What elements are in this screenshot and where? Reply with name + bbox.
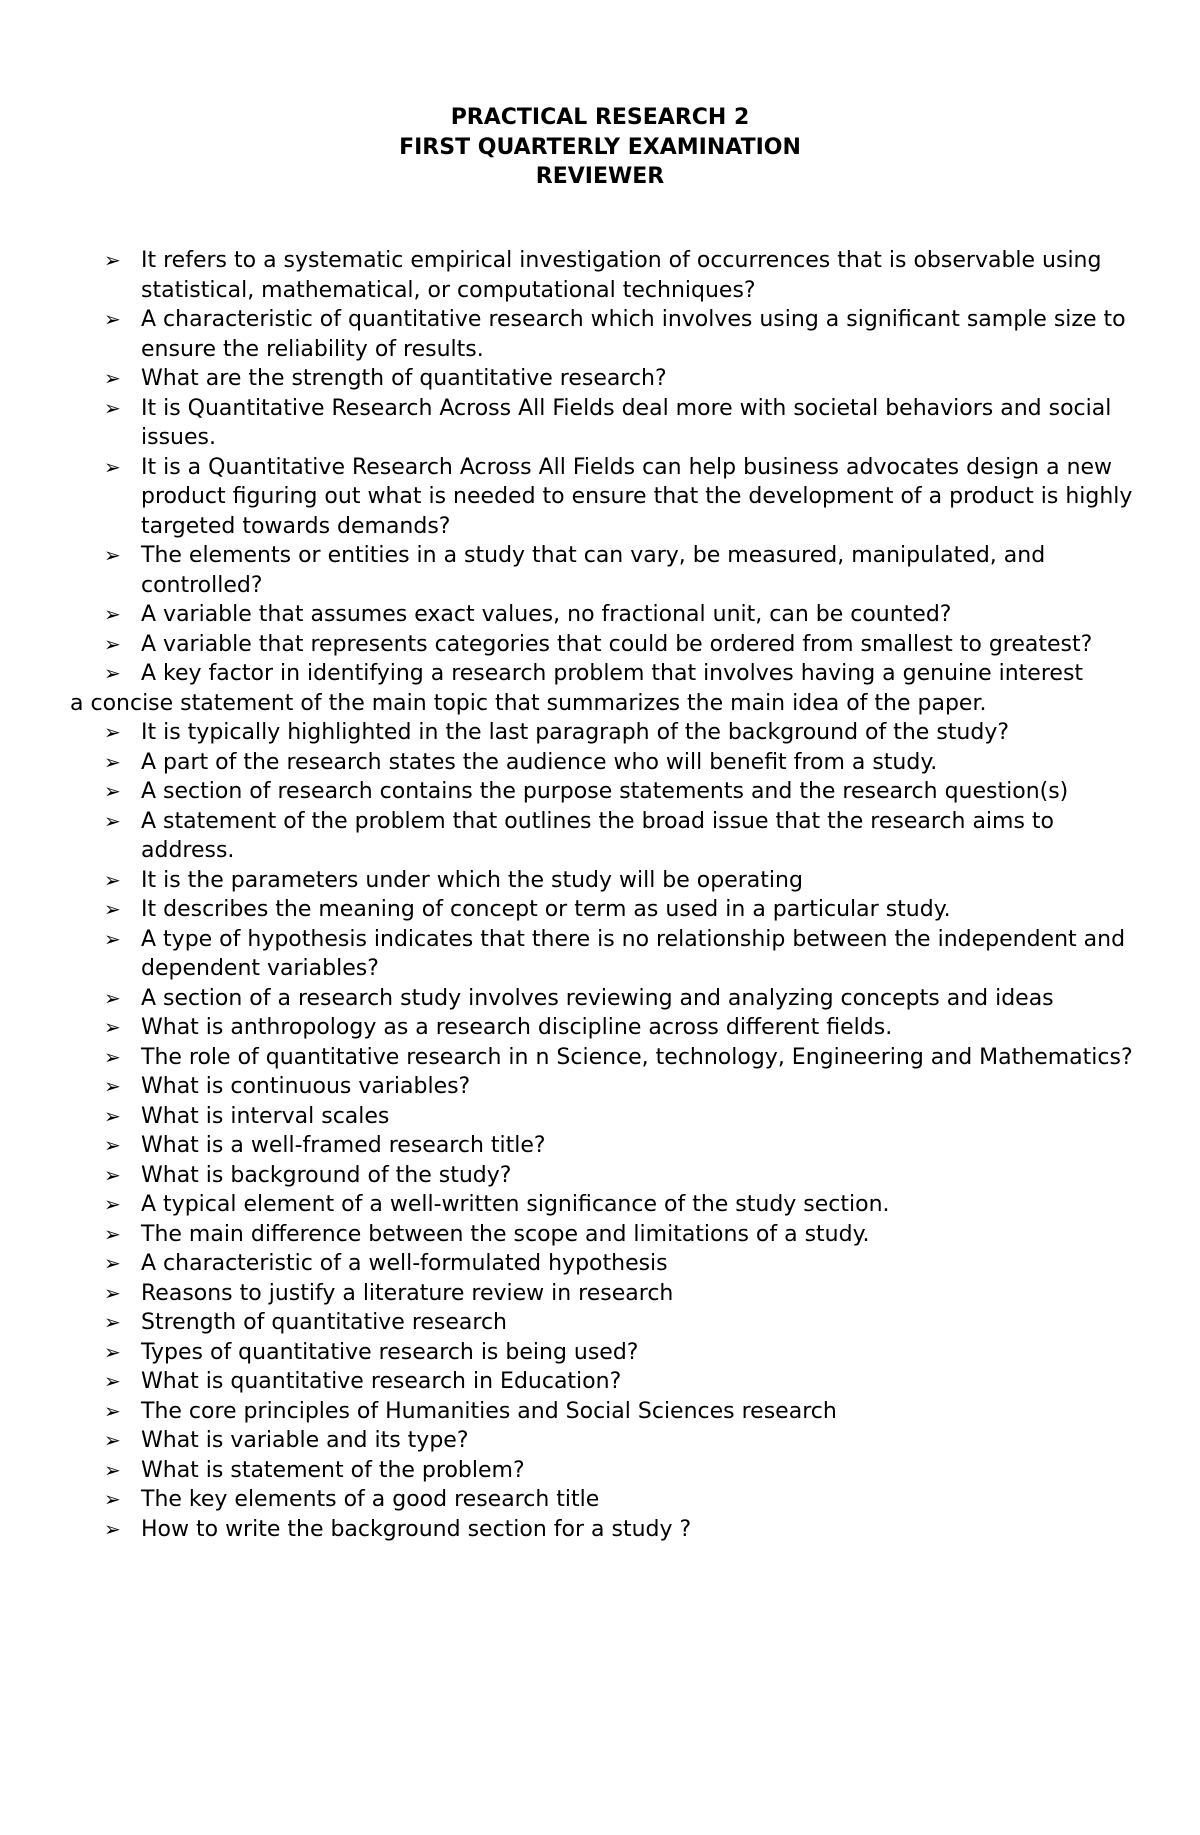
arrow-bullet-icon: ➢ — [104, 1133, 121, 1157]
list-item-text: What is anthropology as a research discipline across different fields. — [141, 1015, 893, 1040]
document-title: PRACTICAL RESEARCH 2 — [450, 105, 750, 130]
list-item-text: The elements or entities in a study that can vary, be measured, manipulated, and controlled? — [141, 543, 1046, 598]
arrow-bullet-icon: ➢ — [104, 1192, 121, 1216]
list-item — [0, 600, 1141, 630]
list-item-text: A characteristic of quantitative research which involves using a significant sample size to ensure the reliability of results. — [141, 307, 1126, 362]
list-item-text: What is background of the study? — [141, 1162, 512, 1188]
arrow-bullet-icon: ➢ — [104, 867, 121, 892]
arrow-bullet-icon: ➢ — [104, 631, 121, 656]
arrow-bullet-icon: ➢ — [104, 602, 121, 626]
arrow-bullet-icon: ➢ — [104, 395, 121, 420]
list-item — [0, 1456, 1141, 1486]
arrow-bullet-icon: ➢ — [104, 1044, 121, 1069]
list-item-text: What is statement of the problem? — [141, 1457, 525, 1483]
list-item — [0, 925, 1141, 984]
arrow-bullet-icon: ➢ — [104, 1221, 121, 1246]
arrow-bullet-icon: ➢ — [104, 1487, 121, 1511]
list-item — [0, 1426, 1141, 1456]
arrow-bullet-icon: ➢ — [104, 661, 121, 685]
list-item-text: The main difference between the scope and limitations of a study. — [141, 1221, 870, 1247]
list-item — [0, 1397, 1141, 1427]
list-item-text: It describes the meaning of concept or term as used in a particular study. — [141, 897, 951, 922]
arrow-bullet-icon: ➢ — [104, 926, 121, 951]
list-item-text: Strength of quantitative research — [141, 1310, 507, 1335]
list-item-text: A variable that assumes exact values, no fractional unit, can be counted? — [141, 602, 952, 627]
arrow-bullet-icon: ➢ — [104, 749, 121, 774]
arrow-bullet-icon: ➢ — [104, 808, 121, 833]
list-item — [0, 394, 1141, 453]
list-item-text: Reasons to justify a literature review in research — [141, 1280, 674, 1306]
list-item — [0, 305, 1141, 364]
list-item-text: It refers to a systematic empirical investigation of occurrences that is observable using statistical, mathematical, or computational techniques? — [141, 248, 1102, 303]
list-item — [0, 1102, 1141, 1132]
list-item-text: It is typically highlighted in the last paragraph of the background of the study? — [141, 720, 1010, 745]
arrow-bullet-icon: ➢ — [104, 1074, 121, 1098]
list-item — [0, 1279, 1141, 1309]
list-item-text: A section of research contains the purpose statements and the research question(s) — [141, 779, 1069, 804]
list-item — [0, 1072, 1141, 1102]
list-item-text: What is quantitative research in Education? — [141, 1369, 622, 1394]
list-item — [0, 1220, 1141, 1250]
list-item-text: What are the strength of quantitative research? — [141, 366, 667, 391]
arrow-bullet-icon: ➢ — [104, 985, 121, 1010]
list-item — [0, 1043, 1141, 1073]
list-item-text: What is interval scales — [141, 1103, 390, 1129]
list-item — [0, 895, 1141, 925]
arrow-bullet-icon: ➢ — [104, 1162, 121, 1187]
list-item — [0, 807, 1141, 866]
list-item-text: A part of the research states the audience who will benefit from a study. — [141, 749, 938, 775]
arrow-bullet-icon: ➢ — [104, 1310, 121, 1334]
list-item — [0, 718, 1141, 748]
list-item-text: The key elements of a good research title — [141, 1487, 600, 1512]
plain-text-line: a concise statement of the main topic that summarizes the main idea of the paper. — [70, 690, 987, 716]
arrow-bullet-icon: ➢ — [104, 1428, 121, 1452]
list-item-text: What is variable and its type? — [141, 1428, 469, 1453]
arrow-bullet-icon: ➢ — [104, 248, 121, 272]
list-item-text: A typical element of a well-written significance of the study section. — [141, 1192, 890, 1217]
list-item — [0, 866, 1141, 896]
arrow-bullet-icon: ➢ — [104, 454, 121, 479]
list-item — [0, 777, 1141, 807]
document-header — [0, 103, 1200, 192]
list-item — [0, 1338, 1141, 1368]
arrow-bullet-icon: ➢ — [104, 1398, 121, 1423]
arrow-bullet-icon: ➢ — [104, 1457, 121, 1482]
list-item-text: A statement of the problem that outlines the broad issue that the research aims to address. — [141, 808, 1055, 863]
list-item — [0, 1131, 1141, 1161]
list-item — [0, 748, 1141, 778]
arrow-bullet-icon: ➢ — [104, 1015, 121, 1039]
list-item-text: A characteristic of a well-formulated hypothesis — [141, 1251, 668, 1276]
list-item — [0, 1308, 1141, 1338]
list-item-text: A section of a research study involves reviewing and analyzing concepts and ideas — [141, 985, 1054, 1011]
document-subtitle-2: REVIEWER — [535, 164, 665, 189]
arrow-bullet-icon: ➢ — [104, 1369, 121, 1393]
arrow-bullet-icon: ➢ — [104, 1103, 121, 1128]
list-item — [0, 1515, 1141, 1545]
arrow-bullet-icon: ➢ — [104, 307, 121, 331]
list-item — [0, 659, 1141, 689]
arrow-bullet-icon: ➢ — [104, 1251, 121, 1275]
list-item — [0, 364, 1141, 394]
question-list-part-1 — [0, 246, 1200, 689]
list-item — [0, 541, 1141, 600]
arrow-bullet-icon: ➢ — [104, 897, 121, 921]
arrow-bullet-icon: ➢ — [104, 1339, 121, 1364]
arrow-bullet-icon: ➢ — [104, 1516, 121, 1541]
list-item-text: It is the parameters under which the study will be operating — [141, 867, 803, 893]
list-item — [0, 1161, 1141, 1191]
list-item-text: How to write the background section for a study ? — [141, 1516, 692, 1542]
reviewer-question-list — [0, 246, 1200, 1544]
list-item-text: The role of quantitative research in n Science, technology, Engineering and Mathematics? — [141, 1044, 1133, 1070]
list-item — [0, 1013, 1141, 1043]
list-item — [0, 453, 1141, 542]
list-item — [0, 1190, 1141, 1220]
list-item — [0, 630, 1141, 660]
list-item — [0, 1485, 1141, 1515]
document-subtitle: FIRST QUARTERLY EXAMINATION — [399, 134, 801, 160]
list-item-text: A key factor in identifying a research problem that involves having a genuine interest — [141, 661, 1084, 686]
list-item — [0, 1367, 1141, 1397]
list-item — [0, 246, 1141, 305]
list-item-text: A type of hypothesis indicates that there is no relationship between the independent and dependent variables? — [141, 926, 1126, 981]
list-item-text: A variable that represents categories that could be ordered from smallest to greatest? — [141, 631, 1093, 657]
arrow-bullet-icon: ➢ — [104, 366, 121, 390]
list-item — [0, 984, 1141, 1014]
arrow-bullet-icon: ➢ — [104, 1280, 121, 1305]
list-item-text: Types of quantitative research is being used? — [141, 1339, 639, 1365]
list-item — [0, 1249, 1141, 1279]
list-item-text: It is a Quantitative Research Across All Fields can help business advocates design a new product figuring out what is needed to ensure that the development of a product is highly targeted towards demands? — [141, 454, 1133, 539]
list-item-text: It is Quantitative Research Across All Fields deal more with societal behaviors and social issues. — [141, 395, 1112, 450]
arrow-bullet-icon: ➢ — [104, 779, 121, 803]
list-item-text: The core principles of Humanities and Social Sciences research — [141, 1398, 837, 1424]
question-list-part-2 — [0, 718, 1200, 1544]
list-item-text: What is a well-framed research title? — [141, 1133, 546, 1158]
arrow-bullet-icon: ➢ — [104, 720, 121, 744]
list-item-text: What is continuous variables? — [141, 1074, 471, 1099]
arrow-bullet-icon: ➢ — [104, 543, 121, 567]
